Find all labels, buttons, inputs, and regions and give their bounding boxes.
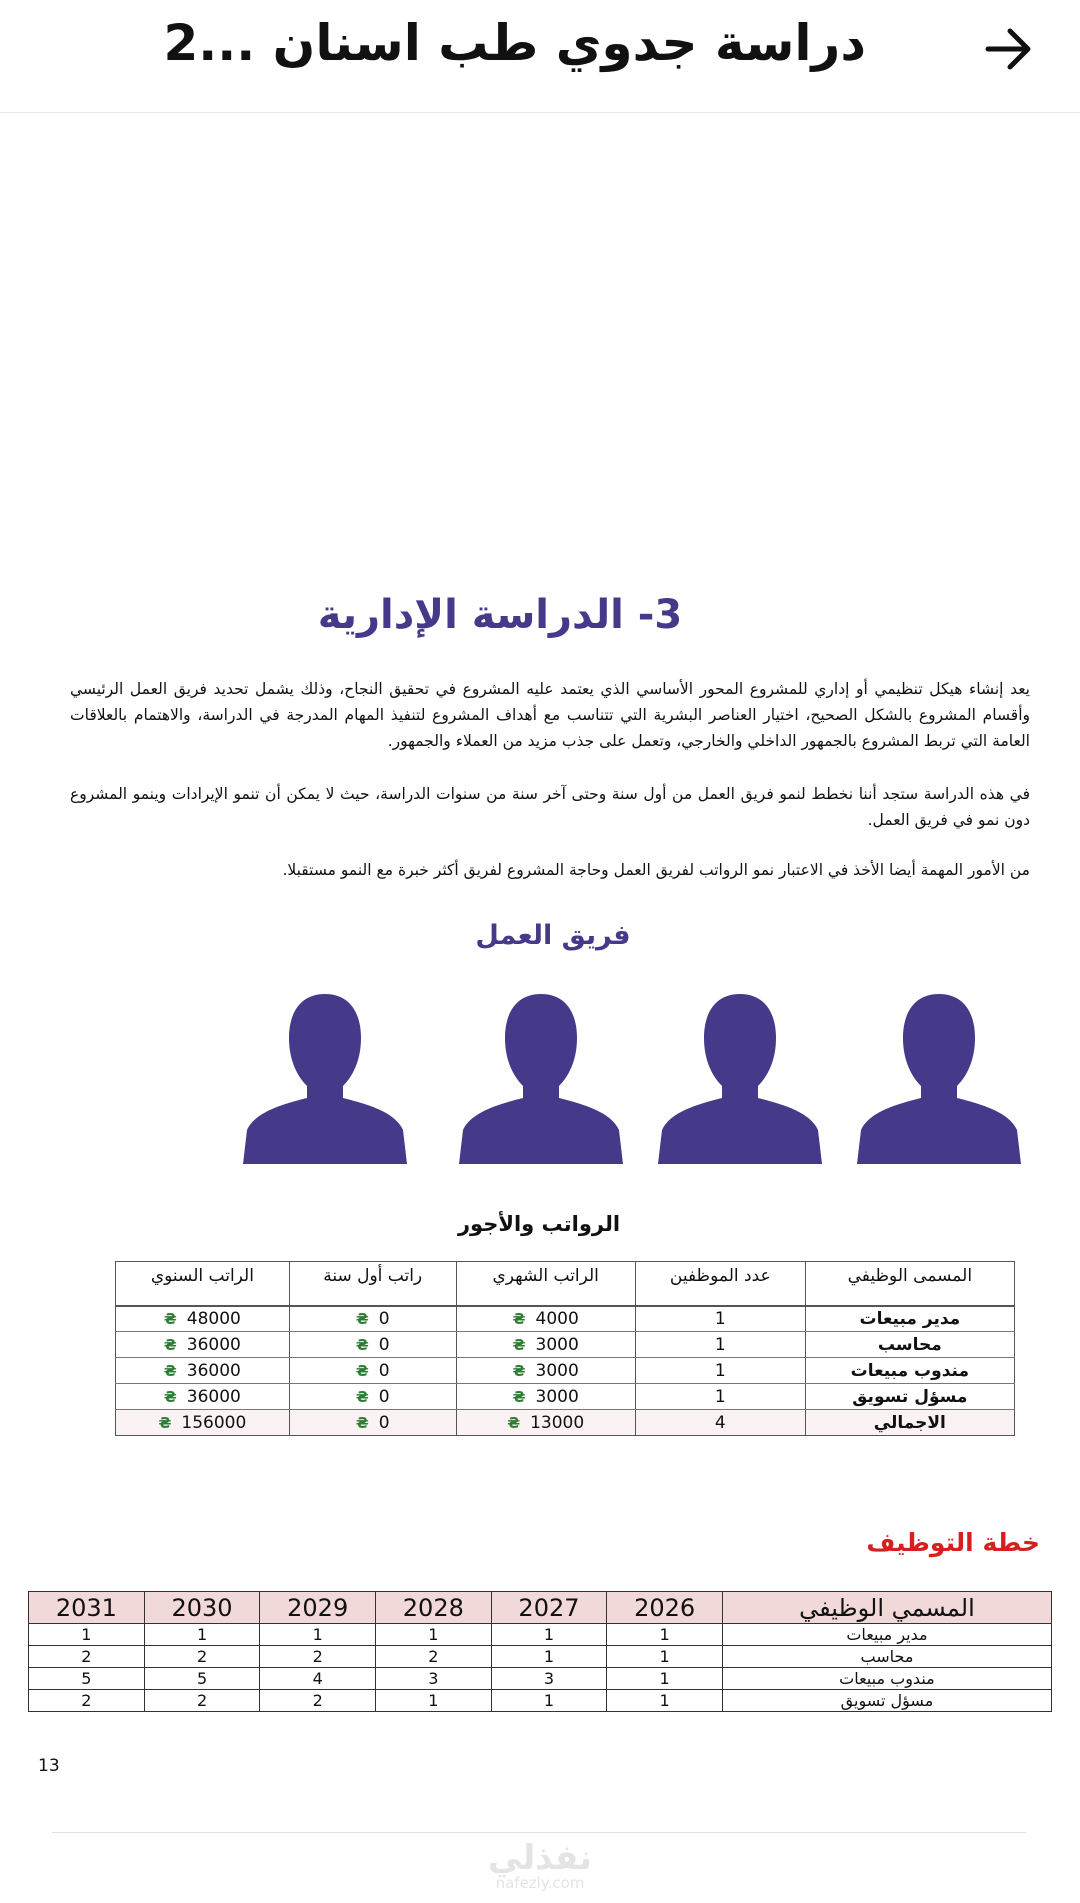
currency-icon: ₴ <box>355 1413 369 1432</box>
page-title: دراسة جدوي طب اسنان ...2 <box>163 14 866 72</box>
table-cell: 1 <box>260 1624 376 1646</box>
watermark-logo: نفذلي <box>487 1838 593 1878</box>
table-cell: 2 <box>144 1646 260 1668</box>
table-cell: 2 <box>144 1690 260 1712</box>
person-silhouette-icon <box>658 990 822 1164</box>
currency-icon: ₴ <box>512 1335 526 1354</box>
column-header: 2030 <box>144 1592 260 1624</box>
table-cell: 1 <box>376 1624 492 1646</box>
paragraph: في هذه الدراسة ستجد أننا نخطط لنمو فريق العمل من أول سنة وحتى آخر سنة من سنوات الدراسة، حيث لا يمكن أن تنمو الإيرادات وينمو المشروع دون نمو في فريق العمل. <box>70 785 1030 829</box>
table-cell: 2 <box>376 1646 492 1668</box>
currency-icon: ₴ <box>355 1361 369 1380</box>
job-title-cell: الاجمالي <box>805 1410 1014 1436</box>
monthly-cell: ₴ 13000 <box>456 1410 635 1436</box>
table-cell: مدير مبيعات <box>722 1624 1051 1646</box>
count-cell: 4 <box>635 1410 805 1436</box>
column-header: راتب أول سنة <box>289 1262 456 1306</box>
table-cell: 3 <box>491 1668 607 1690</box>
person-silhouette-icon <box>459 990 623 1164</box>
person-silhouette-icon <box>243 990 407 1164</box>
monthly-cell: ₴ 3000 <box>456 1332 635 1358</box>
column-header: المسمى الوظيفي <box>805 1262 1014 1306</box>
table-cell: 1 <box>144 1624 260 1646</box>
footer-divider <box>52 1832 1026 1833</box>
table-cell: مندوب مبيعات <box>722 1668 1051 1690</box>
count-cell: 1 <box>635 1306 805 1332</box>
currency-icon: ₴ <box>355 1335 369 1354</box>
table-cell: محاسب <box>722 1646 1051 1668</box>
count-cell: 1 <box>635 1332 805 1358</box>
table-row <box>29 1668 1052 1690</box>
table-row <box>29 1624 1052 1646</box>
column-header: الراتب الشهري <box>456 1262 635 1306</box>
column-header: 2031 <box>29 1592 145 1624</box>
currency-icon: ₴ <box>512 1309 526 1328</box>
column-header: 2029 <box>260 1592 376 1624</box>
table-cell: 1 <box>607 1668 723 1690</box>
currency-icon: ₴ <box>163 1361 177 1380</box>
count-cell: 1 <box>635 1358 805 1384</box>
watermark-url: nafezly.com <box>495 1874 585 1892</box>
table-cell: 2 <box>29 1690 145 1712</box>
table-cell: مسؤل تسويق <box>722 1690 1051 1712</box>
watermark <box>0 1838 1080 1892</box>
column-header: 2028 <box>376 1592 492 1624</box>
page-number: 13 <box>38 1756 60 1776</box>
table-row <box>116 1358 1015 1384</box>
top-bar <box>0 0 1080 113</box>
table-cell: 3 <box>376 1668 492 1690</box>
table-row <box>29 1690 1052 1712</box>
annual-cell: ₴ 36000 <box>116 1358 290 1384</box>
first-year-cell: ₴ 0 <box>289 1384 456 1410</box>
table-row <box>116 1332 1015 1358</box>
team-title: فريق العمل <box>475 920 631 951</box>
column-header: 2027 <box>491 1592 607 1624</box>
currency-icon: ₴ <box>355 1387 369 1406</box>
first-year-cell: ₴ 0 <box>289 1332 456 1358</box>
salary-table-title: الرواتب والأجور <box>457 1212 621 1236</box>
column-header: عدد الموظفين <box>635 1262 805 1306</box>
first-year-cell: ₴ 0 <box>289 1306 456 1332</box>
table-cell: 2 <box>260 1690 376 1712</box>
section-title: 3- الدراسة الإدارية <box>317 592 683 638</box>
document-page <box>0 114 1080 1834</box>
table-cell: 2 <box>260 1646 376 1668</box>
currency-icon: ₴ <box>512 1387 526 1406</box>
column-header: المسمي الوظيفي <box>722 1592 1051 1624</box>
annual-cell: ₴ 36000 <box>116 1384 290 1410</box>
table-cell: 1 <box>491 1646 607 1668</box>
currency-icon: ₴ <box>507 1413 521 1432</box>
table-cell: 1 <box>607 1624 723 1646</box>
job-title-cell: محاسب <box>805 1332 1014 1358</box>
count-cell: 1 <box>635 1384 805 1410</box>
monthly-cell: ₴ 3000 <box>456 1384 635 1410</box>
annual-cell: ₴ 36000 <box>116 1332 290 1358</box>
table-cell: 1 <box>607 1690 723 1712</box>
table-cell: 1 <box>607 1646 723 1668</box>
currency-icon: ₴ <box>512 1361 526 1380</box>
job-title-cell: مدير مبيعات <box>805 1306 1014 1332</box>
column-header: الراتب السنوي <box>116 1262 290 1306</box>
monthly-cell: ₴ 4000 <box>456 1306 635 1332</box>
currency-icon: ₴ <box>158 1413 172 1432</box>
job-title-cell: مندوب مبيعات <box>805 1358 1014 1384</box>
table-row <box>116 1306 1015 1332</box>
arrow-right-icon[interactable] <box>982 22 1036 76</box>
currency-icon: ₴ <box>163 1387 177 1406</box>
hiring-plan-title: خطة التوظيف <box>866 1528 1040 1557</box>
column-header: 2026 <box>607 1592 723 1624</box>
first-year-cell: ₴ 0 <box>289 1410 456 1436</box>
table-cell: 5 <box>29 1668 145 1690</box>
paragraph: يعد إنشاء هيكل تنظيمي أو إداري للمشروع المحور الأساسي الذي يعتمد عليه المشروع في تحقيق النجاح، وذلك يشمل تحديد فريق العمل الرئيسي وأقسام المشروع بالشكل الصحيح، اختيار العناصر البشرية التي تتناسب مع أهداف المشروع لتنفيذ المهام المدرجة في الدراسة، والاهتمام بالعلاقات العامة التي تربط المشروع بالجمهور الداخلي والخارجي، وتعمل على جذب مزيد من العملاء والجمهور. <box>70 680 1030 750</box>
currency-icon: ₴ <box>355 1309 369 1328</box>
table-total-row <box>116 1410 1015 1436</box>
currency-icon: ₴ <box>163 1309 177 1328</box>
table-cell: 1 <box>491 1690 607 1712</box>
annual-cell: ₴ 48000 <box>116 1306 290 1332</box>
monthly-cell: ₴ 3000 <box>456 1358 635 1384</box>
table-cell: 1 <box>29 1624 145 1646</box>
first-year-cell: ₴ 0 <box>289 1358 456 1384</box>
salary-table <box>115 1261 1015 1436</box>
paragraph: من الأمور المهمة أيضا الأخذ في الاعتبار نمو الرواتب لفريق العمل وحاجة المشروع لفريق أكثر خبرة مع النمو مستقبلا. <box>282 861 1030 879</box>
table-row <box>116 1384 1015 1410</box>
table-cell: 2 <box>29 1646 145 1668</box>
hiring-plan-table <box>28 1591 1052 1712</box>
table-cell: 5 <box>144 1668 260 1690</box>
person-silhouette-icon <box>857 990 1021 1164</box>
table-row <box>29 1646 1052 1668</box>
currency-icon: ₴ <box>163 1335 177 1354</box>
table-cell: 1 <box>376 1690 492 1712</box>
annual-cell: ₴ 156000 <box>116 1410 290 1436</box>
job-title-cell: مسؤل تسويق <box>805 1384 1014 1410</box>
table-cell: 1 <box>491 1624 607 1646</box>
table-cell: 4 <box>260 1668 376 1690</box>
